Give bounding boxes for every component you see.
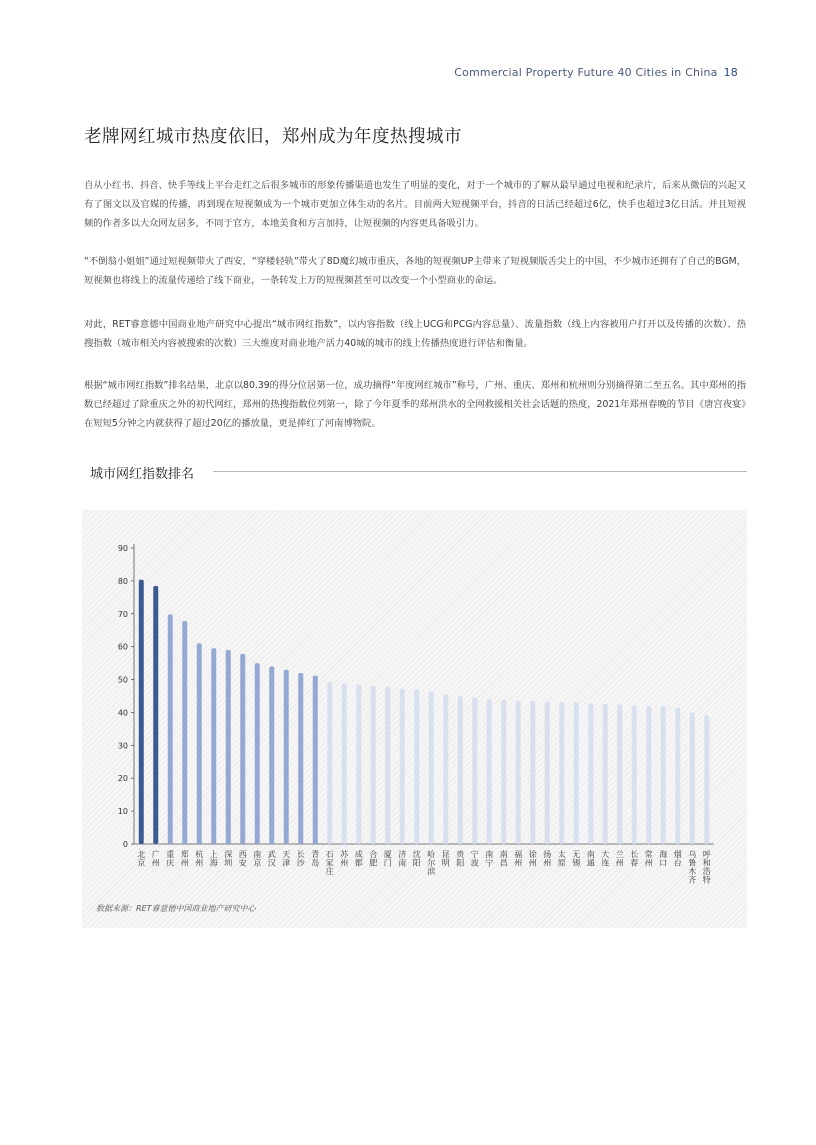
bar [400,689,405,844]
x-tick-label: 天津 [282,850,291,868]
y-tick-label: 60 [117,642,128,652]
bar [501,700,506,844]
paragraph-3: 对此，RET睿意德中国商业地产研究中心提出“城市网红指数”，以内容指数（线上UCG和PCG内容总量）、流量指数（线上内容被用户打开以及传播的次数）、热搜指数（城市相关内容被搜索的次数）三大维度对商业地产活力40城的城市的线上传播热度进行评估和衡量。 [84,319,746,349]
x-tick-label: 厦门 [383,850,392,868]
y-tick-label: 0 [122,840,128,849]
bar [255,663,260,844]
x-tick-label: 苏州 [340,850,349,868]
x-tick-label: 扬州 [543,850,552,868]
y-tick-label: 20 [117,774,128,784]
section-divider [213,471,747,472]
bar [284,670,289,844]
bar [588,703,593,844]
bar [675,708,680,844]
y-tick-label: 10 [117,807,128,817]
bar [574,703,579,844]
x-tick-label: 哈尔滨 [427,850,436,876]
chart-panel [82,510,747,928]
bar [661,707,666,844]
bar [182,621,187,844]
x-tick-label: 常州 [644,850,653,868]
bar [646,706,651,844]
x-tick-label: 长春 [630,850,639,868]
paragraph-2: “不倒翁小姐姐”通过短视频带火了西安，“穿楼轻轨”带火了8D魔幻城市重庆，各地的短视频UP主带来了短视频版舌尖上的中国，不少城市还拥有了自己的BGM，短视频也将线上的流量传递给了线下商业，一条转发上万的短视频甚至可以改变一个小型商业的命运。 [84,256,746,286]
x-tick-label: 济南 [398,850,407,868]
bar [197,643,202,844]
x-tick-label: 重庆 [166,850,175,868]
x-tick-label: 无锡 [572,850,581,868]
x-tick-label: 海口 [659,850,668,868]
y-tick-label: 40 [117,708,128,718]
x-tick-label: 徐州 [528,850,537,868]
x-tick-label: 贵阳 [456,850,465,868]
x-tick-label: 广州 [151,850,160,868]
x-tick-label: 长沙 [296,850,305,868]
x-tick-label: 南京 [253,850,262,868]
bar [603,704,608,844]
x-tick-label: 南宁 [485,850,494,868]
x-tick-label: 太原 [557,850,566,868]
x-tick-label: 呼和浩特 [702,850,711,885]
bar-chart [82,510,747,900]
x-tick-label: 深圳 [224,850,233,868]
bar [545,702,550,844]
y-tick-label: 90 [117,544,128,553]
chart-source: 数据来源：RET睿意德中国商业地产研究中心 [96,904,256,913]
bar [371,686,376,844]
bar [414,689,419,844]
y-tick-label: 50 [117,675,128,685]
bar [226,650,231,844]
x-tick-label: 成都 [354,850,363,868]
bar [313,676,318,844]
bar [458,696,463,844]
bar [472,698,477,844]
x-tick-label: 西安 [238,850,247,868]
bar [487,699,492,844]
bar [139,580,144,844]
bar [327,682,332,844]
bar [559,702,564,844]
header-text: Commercial Property Future 40 Cities in China [454,66,718,79]
y-tick-label: 80 [117,576,128,586]
bar [690,712,695,844]
x-tick-label: 南昌 [499,850,508,868]
bar [298,673,303,844]
paragraph-4: 根据“城市网红指数”排名结果，北京以80.39的得分位居第一位，成功摘得“年度网红城市”称号，广州、重庆、郑州和杭州则分别摘得第二至五名。其中郑州的指数已经超过了除重庆之外的初代网红，郑州的热搜指数位列第一，除了今年夏季的郑州洪水的全网救援相关社会话题的热度，2021年郑州春晚的节目《唐宫夜宴》在短短5分钟之内就获得了超过20亿的播放量，更是捧红了河南博物院。 [84,380,746,429]
paragraph-1: 自从小红书、抖音、快手等线上平台走红之后很多城市的形象传播渠道也发生了明显的变化，对于一个城市的了解从最早通过电视和纪录片，后来从微信的兴起又有了图文以及官媒的传播，再到现在短视频成为一个城市更加立体生动的名片。目前两大短视频平台，抖音的日活已经超过6亿，快手也超过3亿日活。并且短视频的作者多以大众网友居多，不同于官方，本地美食和方言加持，让短视频的内容更具备吸引力。 [84,180,746,229]
x-tick-label: 北京 [137,850,146,868]
x-tick-label: 沈阳 [412,850,421,868]
bar [443,694,448,844]
bar [429,691,434,844]
bar [617,705,622,844]
x-tick-label: 昆明 [441,850,450,868]
bar [385,687,390,844]
page-title: 老牌网红城市热度依旧，郑州成为年度热搜城市 [84,127,462,147]
page-header [454,66,738,79]
bar [632,705,637,844]
section-title: 城市网红指数排名 [90,467,195,482]
bar [269,666,274,844]
bar [168,614,173,844]
x-tick-label: 兰州 [615,850,624,868]
bar [240,654,245,844]
x-tick-label: 上海 [209,850,218,868]
x-tick-label: 郑州 [180,850,189,868]
bar [153,586,158,844]
bar [211,648,216,844]
x-tick-label: 福州 [514,850,523,868]
x-tick-label: 大连 [601,850,610,868]
bar [356,684,361,844]
bar [342,684,347,844]
x-tick-label: 杭州 [195,850,204,868]
x-tick-label: 烟台 [673,850,682,868]
y-tick-label: 70 [117,609,128,619]
x-tick-label: 合肥 [369,850,378,868]
x-tick-label: 南通 [586,850,595,868]
x-tick-label: 青岛 [311,850,320,868]
x-tick-label: 宁波 [470,850,479,868]
x-tick-label: 石家庄 [325,850,334,876]
bar [516,701,521,844]
bar [704,715,709,844]
x-tick-label: 武汉 [267,850,276,868]
bar [530,701,535,844]
x-tick-label: 乌鲁木齐 [688,850,697,885]
y-tick-label: 30 [117,741,128,751]
page-number: 18 [723,66,738,79]
